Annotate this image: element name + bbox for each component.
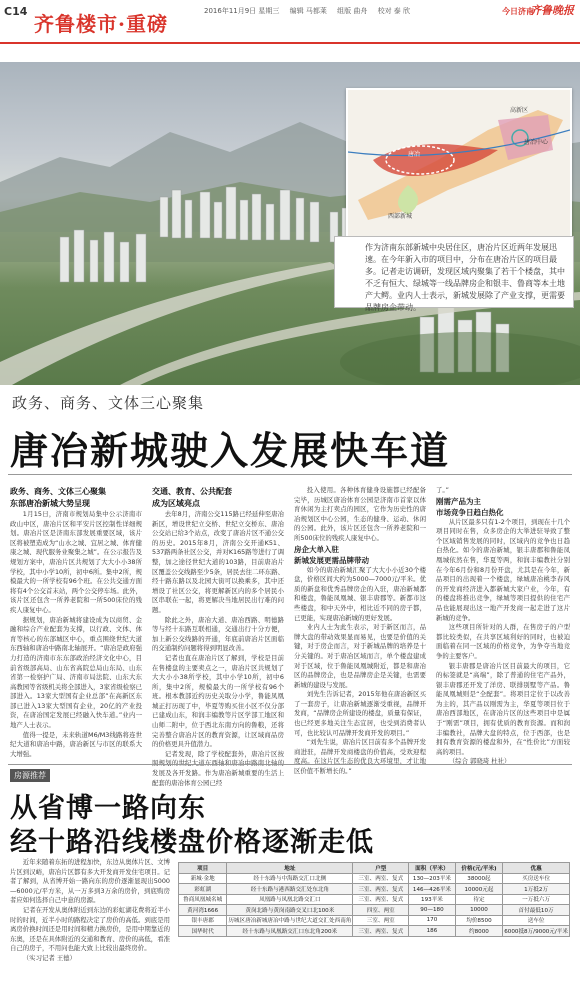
table-cell: 待定 <box>455 894 502 905</box>
table-cell: 均价8500 <box>455 915 502 926</box>
table-cell: 约8000 <box>455 926 502 937</box>
table-cell: 38000起 <box>455 873 502 884</box>
table-cell: 经十东路与中海路交汇口北侧 <box>227 873 353 884</box>
article2-headline-line-1: 从省博一路向东 <box>10 793 206 824</box>
table-cell: 银丰唐郡 <box>179 915 227 926</box>
page-number: C14 <box>4 5 28 18</box>
col1-subheading: 东部唐冶新城大势呈现 <box>10 499 90 508</box>
table-cell: 历城区唐冶新城唐冶中路与世纪大道交汇处西南角 <box>227 915 353 926</box>
issue-meta <box>204 6 418 16</box>
table-row <box>179 905 570 916</box>
section-dot: · <box>118 12 126 36</box>
location-map <box>346 88 572 238</box>
listings-table <box>178 862 570 937</box>
map-label-tangye: 唐冶 <box>408 151 421 158</box>
article2-headline-line-2: 经十路沿线楼盘价格逐渐走低 <box>10 827 374 858</box>
section-tag: 房源推荐 <box>10 769 50 782</box>
header-area: 面积（平米） <box>409 863 456 874</box>
table-cell: 黄岗北路与黄岗南路交叉口北100米 <box>227 905 353 916</box>
table-cell: 193平米 <box>409 894 456 905</box>
col3-paragraph-3: 业内人士为此生表示，对于新区而言，品牌大盘的带动效果显而易见，也要是价值的关键，对于房企而言，对于新城品牌的培养是十分关键的。对于唐冶区域而言，单个楼盘建成对于区域，位于鲁能凤凰城附近，都是和唐冶区的品牌房企，也是品牌房企是关键，也需要新城的建设与发展。 <box>294 623 426 689</box>
table-cell: 一万抵六万 <box>503 894 570 905</box>
table-cell: 黄河湾1666 <box>179 905 227 916</box>
table-cell: 三室、两室、复式 <box>353 894 409 905</box>
table-cell: 凤凰路与凤凰北路交汇口 <box>227 894 353 905</box>
brand-tag: 今日济南 <box>502 7 534 16</box>
col2-paragraph-3: 记者也直在唐冶片区了解到，学校是目前在售楼盘的主要卖点之一，唐冶片区共规划了大大小小38所学校，其中小学10所，初中6所，集中2所，规模最大的一所学校有96个班。根本教部近约历史关取分小学，鲁能凤凰城正打历现了中，毕夏等购买住小区不仅分部已建成山东，和润丰编教等片区学部工地区和山师二附中，位于西北东南方向的鲁粮，还将完善整合唐冶片区的教育资源，让区域商品房的价格更具升值潜力。 <box>152 653 284 749</box>
table-cell: 三室、两室、复式 <box>353 884 409 895</box>
col4-paragraph-3: 银丰唐郡是唐冶片区目前最大的项目，它的标签就是“高端”，除了普通的住宅产品外，银丰唐郡还开发了洋房、联排别墅等产品。鲁能凤凰城则是“全配套”。将项目定位于以改善为主的，其产品以刚需为主，华夏等项目位于唐冶西部地区，在唐冶片区的这些项目中是属于“刚需”项目，拥有优质的教育资源。而和润丰编教社，品牌大盘的特点，位于西部，也是拥有教育资源的楼盘和外，在“性价比”方面较高的项目。 <box>436 661 570 756</box>
col3-heading: 房企大单入驻 <box>294 544 339 554</box>
table-header-row <box>179 863 570 874</box>
table-cell: 新城·金地 <box>179 873 227 884</box>
table-cell: 买房送车位 <box>503 873 570 884</box>
col1-heading: 政务、商务、文体三心聚集 <box>10 487 106 496</box>
table-cell: 三室、两室 <box>353 915 409 926</box>
photo-caption: 作为济南东部新城中央居住区，唐冶片区近两年发展迅速。在今年新入市的项目中，分布在唐冶片区的项目最多。记者走访调研，发现区域内聚集了若干个楼盘，其中不乏有恒大、绿城等一线品牌房企和银丰、鲁商等本土地产大鳄。业内人士表示，新城发展除了产业支撑，更需要品牌房企带动。 <box>334 236 574 308</box>
col4-continuation: 了。” <box>436 486 449 494</box>
article1-column-3 <box>294 486 426 777</box>
col1-paragraph-1: 1月15日，济南市规划局集中公示济南市政山中区，唐冶片区和平安片区控制性详细规划。唐冶片区是济南东部发展重要区域，该片区将被塑造成为“山水之城、宜居之城、体育健康之城、现代服务业聚集之城”。在公示报告及规划方案中，唐冶片区共规划了大大小小38所学校，其中小学10所，初中6所。集中2所，规模最大的一所学校有96个班。在公共交通方面将有4个公交首末站，两个公交停车场。此外，该片区还包含一所养老院和一所500床位的残疾人康复中心。 <box>10 510 142 614</box>
table-cell: 经十东路与凤凰路交汇口东北角200米 <box>227 926 353 937</box>
col2-heading: 交通、教育、公共配套 <box>152 487 232 496</box>
table-cell: 三室、两室、复式 <box>353 873 409 884</box>
table-cell: 经十东路与港西路交汇处东北角 <box>227 884 353 895</box>
header-project: 项目 <box>179 863 227 874</box>
issue-date: 2016年11月9日 星期三 <box>204 7 280 15</box>
table-cell: 1万抵2万 <box>503 884 570 895</box>
table-cell: 186 <box>409 926 456 937</box>
table-cell: 四室、两室 <box>353 905 409 916</box>
table-row <box>179 873 570 884</box>
table-cell: 送车位 <box>503 915 570 926</box>
col3-subheading: 新城发展更需品牌带动 <box>294 555 369 565</box>
article1-column-1 <box>10 486 142 759</box>
map-label-west: 西部新城 <box>388 213 413 220</box>
section-title <box>34 8 168 37</box>
table-cell: 国华时代 <box>179 926 227 937</box>
proof-credit: 校对 泰 欣 <box>377 7 411 15</box>
article1-column-2 <box>152 486 284 788</box>
article2-paragraph-1: 近年来随着东拓的进程加快，东边从奥体片区、文博片区到汉峪，唐冶片区都有多大开发商开发住宅项目。记者了解到，从省博开始一路向东的房价逐渐显现出5000—6000元/平方米，从一万多到3万余的房价，到底购房者应如何选择自己中意的房源。 <box>10 858 170 905</box>
table-cell: 146—426平米 <box>409 884 456 895</box>
table-cell: 彩虹湖 <box>179 884 227 895</box>
article1-subtitle: 政务、商务、文体三心聚集 <box>12 394 205 412</box>
col4-paragraph-1: 从片区最多只有1-2个项目，到现在十几个项目同时在售，众多房企的大举进驻导致了整个区域销售发展的同时，区域内的竞争也日趋白热化。如今的唐冶新城，银丰唐郡和鲁能凤凰城依然在售，华夏等两，和润丰编教社分别在今年6月份和8月份开盘，尤其是在今年，新品项目的出现着一个楼盘，绿城唐冶桃李春风的开发商经济进入都新城大家户业，今年，有的楼盘将推出竞争，绿城等项目提供的住宅产品也能展现出这一地产开发商一起走进了这片新城的竞争。 <box>436 517 570 622</box>
col2-paragraph-4: 记者发现，除了学校配套外，唐冶片区按照规划的世纪大道东西轴和唐冶中路南北轴的发展及各开发路。作为唐冶新城重要的生活上配套的唐冶体育公园已经 <box>152 749 284 787</box>
article2-paragraph-2: 记者在开发从奥体附近到东边的彩虹湖花费将近半小时的时间，近半小时的路程决定了房价的高低。到底是用离房价换时间还是用时间和精力换房价，是用中期靠近的东奥，还是在具体附近的交通和教育、房价的高低，看准自己的房子，不用问也能大致上比较出最终房价。 <box>10 905 170 953</box>
article2-body <box>10 858 170 964</box>
col4-heading: 刚需产品为主 <box>436 496 481 506</box>
header-address: 地址 <box>227 863 353 874</box>
table-cell: 10000 <box>455 905 502 916</box>
table-cell: 10000元起 <box>455 884 502 895</box>
col4-byline: （综合 郭晓琦 杜社） <box>448 757 511 766</box>
header-price: 价格(元/平米) <box>455 863 502 874</box>
col2-paragraph-2: 除此之外，唐冶大道、唐冶西路、明德路等与经十东路互联相通，交通出行十分方便，加上新公交线路的开通，年底前唐冶片区面临的交通制约问题将得到明显改善。 <box>152 615 284 653</box>
section-main: 齐鲁楼市 <box>34 12 118 36</box>
col1-paragraph-2: 据规划，唐冶新城将建设成为以商贸、金融和综合产业配套为支撑，以行政、文体、体育等核心的东部城区中心，重点围绕世纪大道东西轴和唐冶中路南北轴展开。“唐冶是政府强力打造的济南市东东部政治经济文化中心，目前省级部高局、山东省高院总局山东局、山东省第一检察护广局、济南市局法院、山东大东高教园等省级机关将全部进入，3家省级检察已部进入。13家大型国有企业总部”在高新区东部已进入13家大型国有企业，20亿的产业投资，在唐冶国定发展已经融入快车道。”业内一地产人士表示。 <box>10 615 142 730</box>
col4-subheading: 市场竞争日趋白热化 <box>436 507 504 517</box>
table-row <box>179 884 570 895</box>
col1-paragraph-3: 值得一提是，未来轨道M6/M3线路将连世纪大道和唐冶中路，唐冶新区与市区的联系大大增强。 <box>10 730 142 758</box>
table-row <box>179 915 570 926</box>
header-layout: 户型 <box>353 863 409 874</box>
headline-divider <box>8 474 572 475</box>
article1-headline: 唐冶新城驶入发展快车道 <box>10 428 451 473</box>
article1-column-4 <box>436 486 570 767</box>
col2-paragraph-1: 去年8月，济南公交115路已经延伸至唐冶新区，增设世纪立交桥、世纪立交桥东、唐冶公交站已给3个站点，改变了唐冶片区不通公交的历史。2015年8月，济南公交开通K51、537路两条社区公交，并对K165路等进行了调整，加之途径世纪大道的103路，目前唐冶片区覆盖公交线路至少5条，居民去往二环东路、经十路东路以及北园大街可以换乘多，其中还增设了社区公交，将更解新区内的多个居民小区串联在一起，将更解决当地居民出行难的问题。 <box>152 510 284 614</box>
col3-paragraph-1: 投入使用。各种体育健身设施都已经配备完毕，历城区唐冶体育公园是济南市首家以体育休闲为主打卖点的园区，它作为历史性的唐冶规划区中心公园，生态的健身、运动、休闲的公园。此外，该片区还包含一所养老院和一所500床位的残疾人康复中心。 <box>294 486 426 542</box>
section-sub: 重磅 <box>125 12 168 36</box>
article2-byline: （实习记者 王德） <box>22 953 76 962</box>
table-cell: 170 <box>409 915 456 926</box>
table-row <box>179 926 570 937</box>
table-cell: 6000抵8万/9000元/平米 <box>503 926 570 937</box>
header-discount: 优惠 <box>503 863 570 874</box>
table-cell: 鲁商凤凰城名城 <box>179 894 227 905</box>
map-label-gaoxin: 高新区 <box>510 107 529 114</box>
designer-credit: 组版 曲舟 <box>337 7 368 15</box>
editor-credit: 编辑 马都莱 <box>289 7 327 15</box>
col3-paragraph-4: 刘先生告诉记者，2015年他在唐冶新区买了一套房子，让唐冶新城逐渐受重视，品牌开发商，“品牌房企所建设的楼盘，质量有保证，也已经更多地关注生态宜居，也受到消费者认可，也比较认可品牌开发商开发的项目。” <box>294 690 426 737</box>
newspaper-logo: 齐鲁晚报 <box>530 4 574 17</box>
col3-paragraph-5: “刘先生说，唐冶片区目前有多个品牌开发商进驻，品牌开发商楼盘的价值高，受欢迎程度高。在这片区生态的优良大环境里，才让地区价值不断增长的。” <box>294 738 426 776</box>
table-cell: 三室、两室、复式 <box>353 926 409 937</box>
table-cell: 130—203平米 <box>409 873 456 884</box>
table-cell: 90—180 <box>409 905 456 916</box>
col4-paragraph-2: 这些项目所针对的人群，在售房子的户型都比较类似，在共享区域利好的同时，也被迫面临着在同一区域的价格竞争，为争夺当地竞争的主要客户。 <box>436 623 570 660</box>
article-divider <box>8 764 572 765</box>
page-header <box>0 0 580 44</box>
col3-paragraph-2: 如今的唐冶新城汇聚了大大小小近30个楼盘，价格区间大约为5000—7000元/平米。优质的新盘和优秀品牌房企的入驻，唐冶新城都和楼盘，鲁能凤凰城、银丰唐郡等。新都市这些楼盘，和中天外中，相比近不同的房子都，已更能，实现唐冶新城的更好发展。 <box>294 565 426 622</box>
table-cell: 首付最低10万 <box>503 905 570 916</box>
col2-subheading: 成为区域亮点 <box>152 499 200 508</box>
district-map-graphic <box>348 90 570 236</box>
table-row <box>179 894 570 905</box>
map-label-tangye-center: 唐冶中心 <box>524 139 549 146</box>
